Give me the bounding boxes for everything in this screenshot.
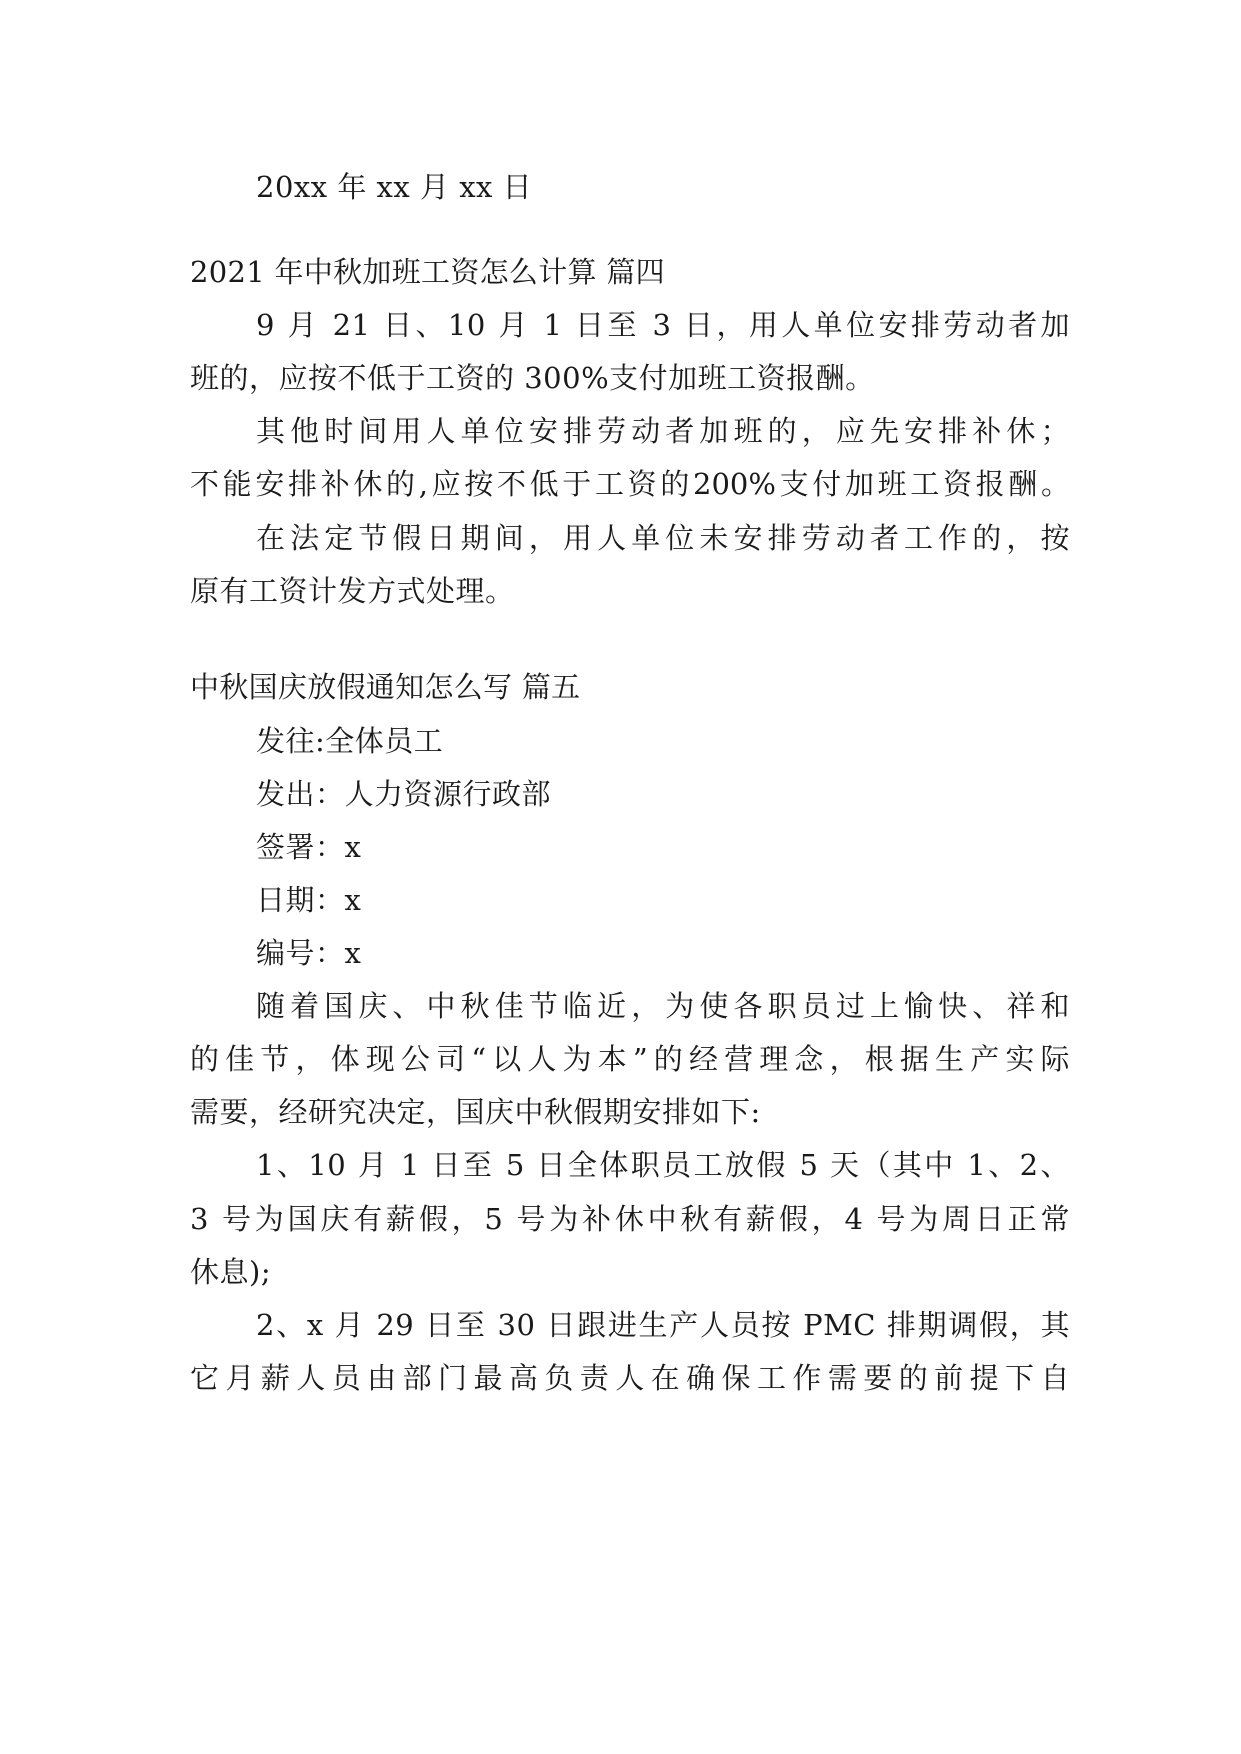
section4-line-5: 在法定节假日期间，用人单位未安排劳动者工作的，按 <box>256 521 1070 555</box>
section4-line-2: 班的，应按不低于工资的 300%支付加班工资报酬。 <box>190 361 875 395</box>
field-send-to: 发往:全体员工 <box>256 724 444 758</box>
section5-title: 中秋国庆放假通知怎么写 篇五 <box>190 670 581 704</box>
section4-title: 2021 年中秋加班工资怎么计算 篇四 <box>190 255 665 289</box>
field-date: 日期：x <box>256 883 362 917</box>
field-sender: 发出：人力资源行政部 <box>256 777 552 811</box>
section5-line-6: 休息); <box>190 1255 272 1289</box>
field-signed: 签署：x <box>256 830 362 864</box>
field-number: 编号：x <box>256 936 362 970</box>
section5-line-5: 3 号为国庆有薪假，5 号为补休中秋有薪假，4 号为周日正常 <box>190 1202 1070 1236</box>
section4-line-4: 不能安排补休的,应按不低于工资的200%支付加班工资报酬。 <box>190 467 1070 501</box>
section5-line-8: 它月薪人员由部门最高负责人在确保工作需要的前提下自 <box>190 1361 1070 1395</box>
date-line: 20xx 年 xx 月 xx 日 <box>256 170 533 204</box>
section4-line-6: 原有工资计发方式处理。 <box>190 574 515 608</box>
section4-line-3: 其他时间用人单位安排劳动者加班的，应先安排补休； <box>256 414 1070 448</box>
section5-line-7: 2、x 月 29 日至 30 日跟进生产人员按 PMC 排期调假，其 <box>256 1308 1070 1342</box>
section4-line-1: 9 月 21 日、10 月 1 日至 3 日，用人单位安排劳动者加 <box>256 308 1070 342</box>
section5-line-1: 随着国庆、中秋佳节临近，为使各职员过上愉快、祥和 <box>256 989 1070 1023</box>
section5-line-4: 1、10 月 1 日至 5 日全体职员工放假 5 天（其中 1、2、 <box>256 1148 1070 1182</box>
section5-line-2: 的佳节，体现公司“以人为本”的经营理念，根据生产实际 <box>190 1042 1070 1076</box>
section5-line-3: 需要，经研究决定，国庆中秋假期安排如下: <box>190 1095 761 1129</box>
